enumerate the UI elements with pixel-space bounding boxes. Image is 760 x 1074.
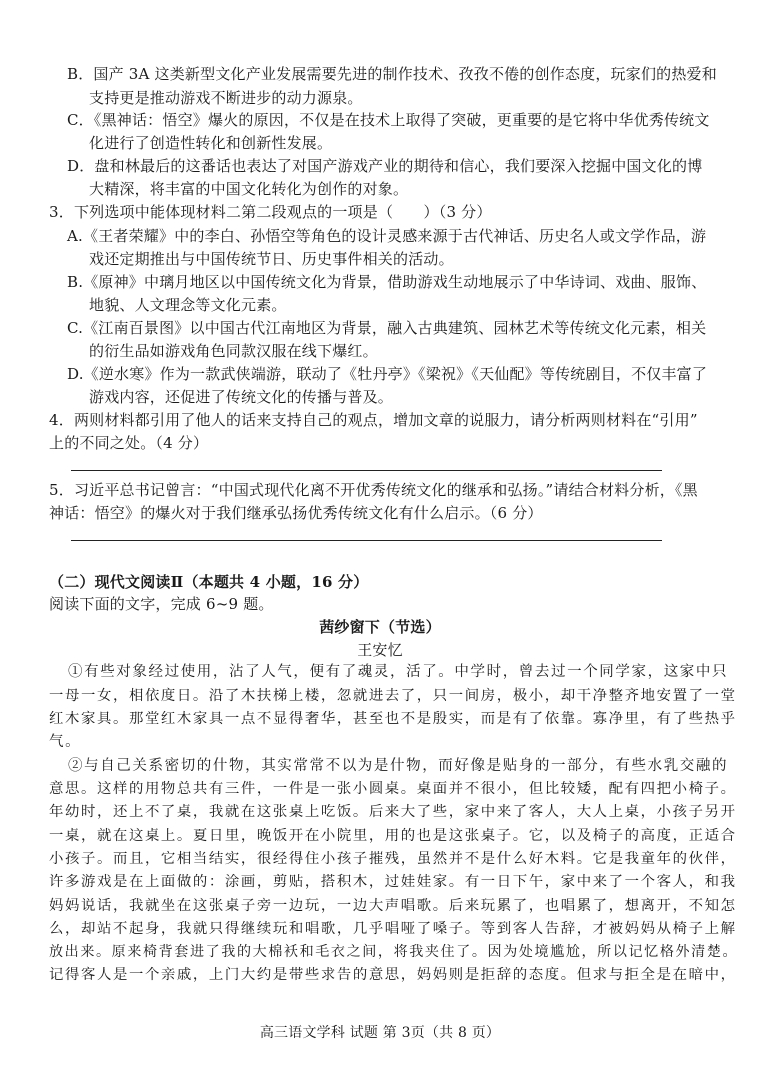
q3-option-d-line2: 游戏内容，还促进了传统文化的传播与普及。: [89, 388, 394, 406]
p1-line3: 红木家具。那堂红木家具一点不显得奢华，甚至也不是殷实，而是有了依靠。寡净里，有了些热乎: [49, 711, 737, 727]
q3-option-c-line1: C.《江南百景图》以中国古代江南地区为背景，融入古典建筑、园林艺术等传统文化元素，相关: [67, 319, 707, 337]
q5-line2: 神话：悟空》的爆火对于我们继承弘扬优秀传统文化有什么启示。（6 分）: [49, 504, 543, 522]
q2-option-b-line1: B．国产 3A 这类新型文化产业发展需要先进的制作技术、孜孜不倦的创作态度，玩家们的热爱和: [67, 65, 717, 83]
q2-option-c-line2: 化进行了创造性转化和创新性发展。: [89, 134, 333, 152]
q3-option-b-line1: B.《原神》中璃月地区以中国传统文化为背景，借助游戏生动地展示了中华诗词、戏曲、服饰、: [67, 273, 707, 291]
q3-option-a-line2: 戏还定期推出与中国传统节日、历史事件相关的活动。: [89, 250, 454, 268]
q3-option-b-line2: 地貌、人文理念等文化元素。: [89, 296, 287, 314]
passage-author: 王安忆: [357, 641, 403, 659]
q4-line1: 4．两则材料都引用了他人的话来支持自己的观点，增加文章的说服力，请分析两则材料在“引用”: [49, 411, 698, 429]
q3-stem: 3．下列选项中能体现材料二第二段观点的一项是（ ）（3 分）: [49, 203, 492, 221]
q2-option-c-line1: C．《黑神话：悟空》爆火的原因，不仅是在技术上取得了突破，更重要的是它将中华优秀传统文: [67, 111, 710, 129]
p2-line10: 记得客人是一个亲戚，上门大约是带些求告的意思，妈妈则是拒辞的态度。但求与拒全是在暗中，: [49, 967, 737, 983]
q4-answer-line[interactable]: [71, 470, 662, 471]
p2-line1: ②与自己关系密切的什物，其实常常不以为是什物，而好像是贴身的一部分，有些水乳交融的: [68, 758, 729, 774]
section2-heading: （二）现代文阅读Ⅱ（本题共 4 小题，16 分）: [49, 573, 369, 591]
p1-line2: 一母一女，相依度日。沿了木扶梯上楼，忽就进去了，只一间房，极小，却干净整齐地安置了一堂: [49, 688, 737, 704]
q5-answer-line[interactable]: [71, 540, 662, 541]
p2-line5: 小孩子。而且，它相当结实，很经得住小孩子摧残，虽然并不是什么好木料。它是我童年的伙伴，: [49, 851, 737, 867]
p2-line4: 一桌，就在这桌上。夏日里，晚饭开在小院里，用的也是这张桌子。它，以及椅子的高度，正适合: [49, 828, 737, 844]
page-footer: 高三语文学科 试题 第 3页（共 8 页）: [259, 1025, 501, 1041]
q3-option-d-line1: D.《逆水寒》作为一款武侠端游，联动了《牡丹亭》《梁祝》《天仙配》等传统剧目，不仅丰富了: [67, 365, 708, 383]
p1-line4: 气。: [49, 734, 82, 750]
p2-line3: 年幼时，还上不了桌，我就在这张桌上吃饭。后来大了些，家中来了客人，大人上桌，小孩子另开: [49, 804, 737, 820]
q3-option-a-line1: A.《王者荣耀》中的李白、孙悟空等角色的设计灵感来源于古代神话、历史名人或文学作品，游: [67, 227, 707, 245]
p2-line6: 许多游戏是在上面做的：涂画，剪贴，搭积木，过娃娃家。有一日下午，家中来了一个客人，和我: [49, 874, 737, 890]
q2-option-d-line2: 大精深，将丰富的中国文化转化为创作的对象。: [89, 180, 409, 198]
q2-option-b-line2: 支持更是推动游戏不断进步的动力源泉。: [89, 89, 363, 107]
p2-line2: 意思。这样的用物总共有三件，一件是一张小圆桌。桌面并不很小，但比较矮，配有四把小椅子。: [49, 781, 737, 797]
p2-line7: 妈妈说话，我就坐在这张桌子旁一边玩，一边大声唱歌。后来玩累了，也唱累了，想离开，不知怎: [49, 898, 737, 914]
p2-line8: 么，却站不起身，我就只得继续玩和唱歌，几乎唱哑了嗓子。等到客人告辞，才被妈妈从椅子上解: [49, 921, 737, 937]
passage-title: 茜纱窗下（节选）: [319, 618, 441, 636]
q5-line1: 5．习近平总书记曾言：“中国式现代化离不开优秀传统文化的继承和弘扬。”请结合材料分析，《黑: [49, 481, 698, 499]
p2-line9: 放出来。原来椅背套进了我的大棉袄和毛衣之间，将我夹住了。因为处境尴尬，所以记忆格外清楚。: [49, 944, 739, 960]
q2-option-d-line1: D．盘和林最后的这番话也表达了对国产游戏产业的期待和信心，我们要深入挖掘中国文化的博: [67, 157, 703, 175]
p1-line1: ①有些对象经过使用，沾了人气，便有了魂灵，活了。中学时，曾去过一个同学家，这家中只: [68, 664, 729, 680]
q4-line2: 上的不同之处。（4 分）: [49, 434, 209, 452]
q3-option-c-line2: 的衍生品如游戏角色同款汉服在线下爆红。: [89, 342, 378, 360]
section2-instruction: 阅读下面的文字，完成 6~9 题。: [49, 595, 274, 613]
